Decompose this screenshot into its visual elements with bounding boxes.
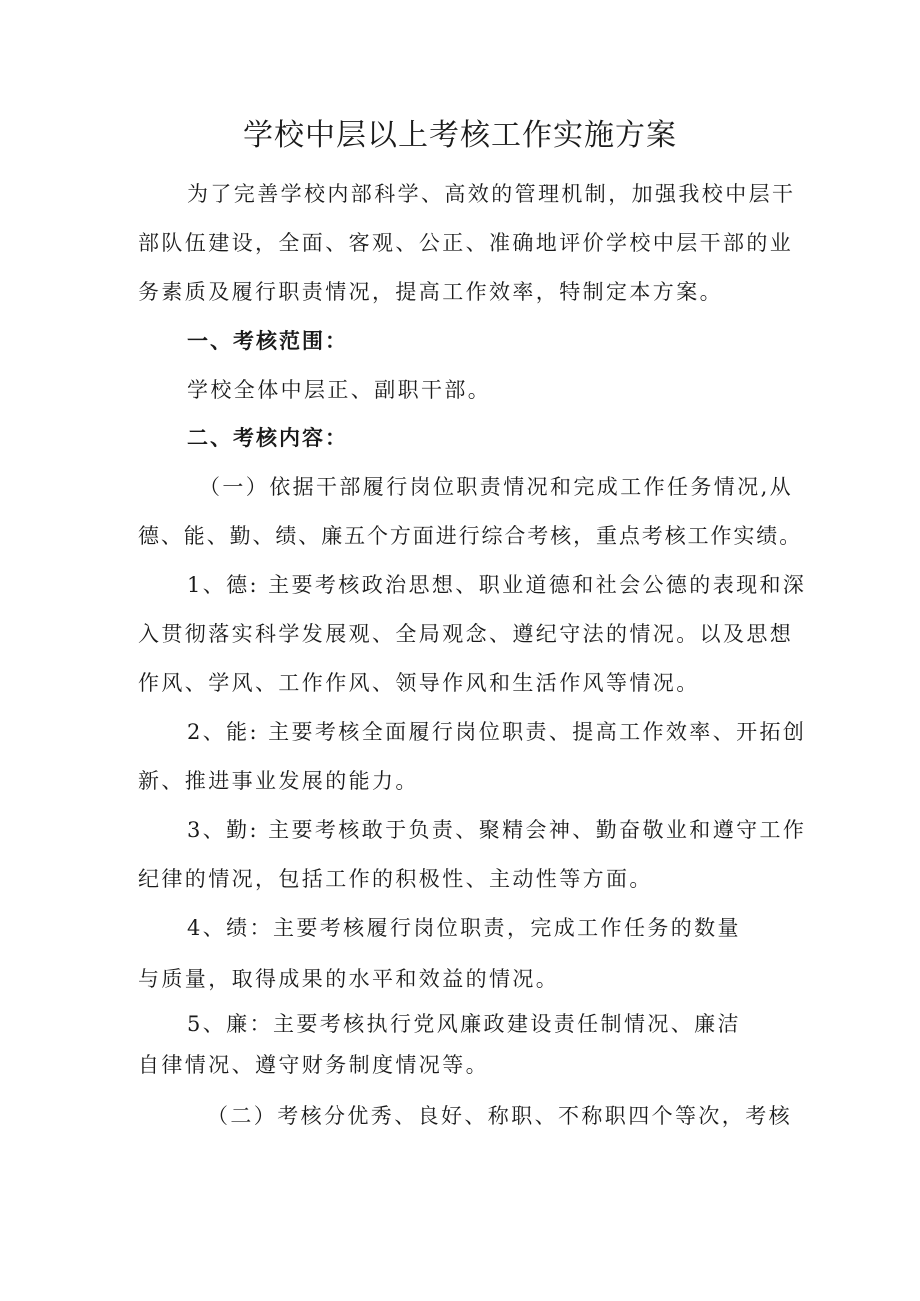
document-title: 学校中层以上考核工作实施方案 (243, 118, 677, 153)
paragraph-line: 入贯彻落实科学发展观、全局观念、遵纪守法的情况。以及思想 (138, 622, 794, 646)
paragraph-line: 与质量，取得成果的水平和效益的情况。 (138, 967, 560, 991)
paragraph-line: 自律情况、遵守财务制度情况等。 (138, 1053, 489, 1077)
paragraph-line: 新、推进事业发展的能力。 (138, 769, 419, 793)
paragraph-line: 2、能: 主要考核全面履行岗位职责、提高工作效率、开拓创 (187, 720, 807, 744)
paragraph-line: 5、廉：主要考核执行党风廉政建设责任制情况、廉洁 (187, 1012, 741, 1036)
paragraph-line: 纪律的情况，包括工作的积极性、主动性等方面。 (138, 867, 653, 891)
paragraph-line: 部队伍建设，全面、客观、公正、准确地评价学校中层干部的业 (138, 231, 794, 255)
paragraph-line: （一）依据干部履行岗位职责情况和完成工作任务情况,从 (199, 475, 794, 499)
paragraph-line: 作风、学风、工作作风、领导作风和生活作风等情况。 (138, 671, 700, 695)
paragraph-line: （二）考核分优秀、良好、称职、不称职四个等次，考核 (207, 1104, 792, 1128)
paragraph-line: 3、勤: 主要考核敢于负责、聚精会神、勤奋敬业和遵守工作 (187, 818, 807, 842)
paragraph-line: 为了完善学校内部科学、高效的管理机制，加强我校中层干 (187, 182, 796, 206)
paragraph-line: 德、能、勤、绩、廉五个方面进行综合考核，重点考核工作实绩。 (138, 524, 803, 548)
paragraph-line: 1、德: 主要考核政治思想、职业道德和社会公德的表现和深 (187, 573, 807, 597)
section-heading: 二、考核内容： (187, 426, 348, 450)
paragraph-line: 务素质及履行职责情况，提高工作效率，特制定本方案。 (138, 280, 723, 304)
paragraph-line: 4、绩：主要考核履行岗位职责，完成工作任务的数量 (187, 916, 741, 940)
paragraph-line: 学校全体中层正、副职干部。 (187, 378, 492, 402)
section-heading: 一、考核范围： (187, 329, 348, 353)
